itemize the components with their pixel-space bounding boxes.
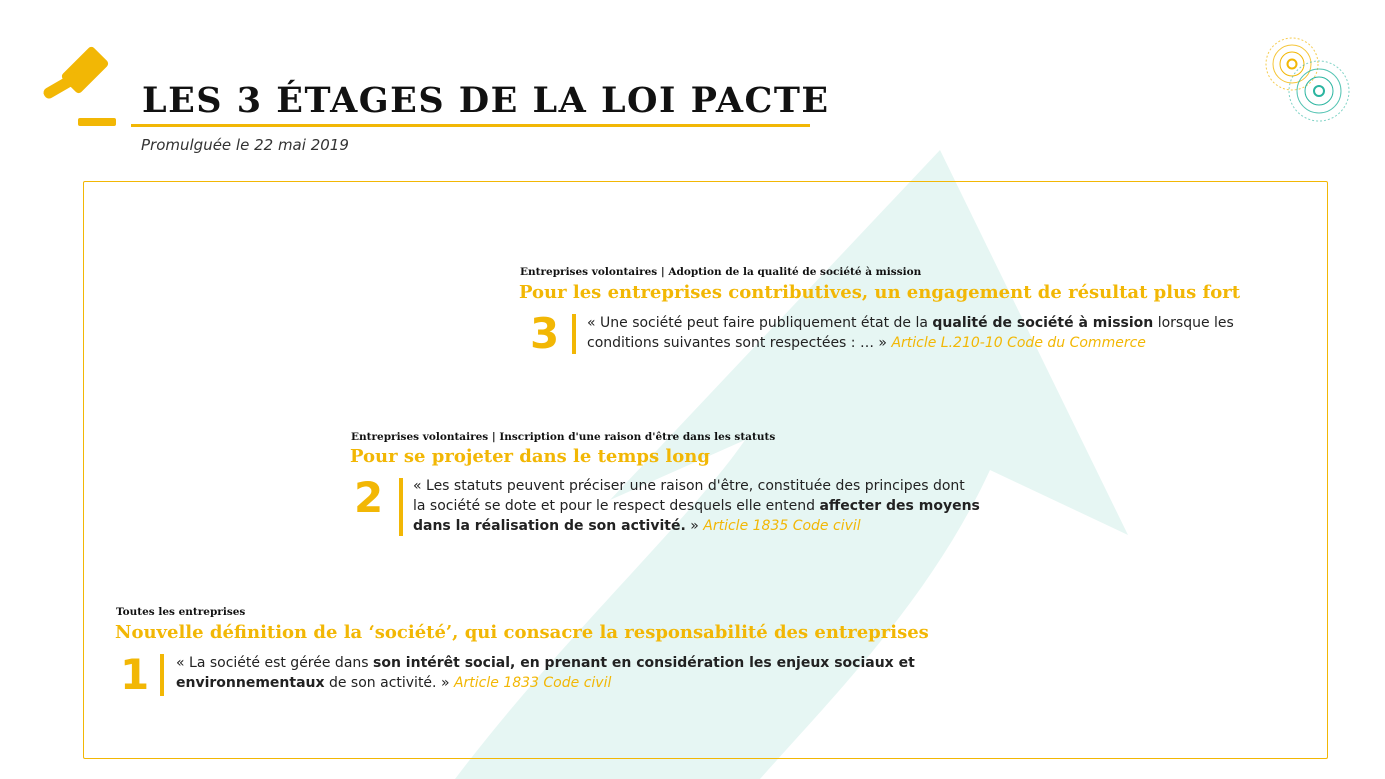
level-1-number: 1 bbox=[120, 650, 150, 699]
concentric-circles-icon bbox=[1262, 36, 1352, 124]
level-2-quote: « Les statuts peuvent préciser une raison d'être, constituée des principes dont la société se dote et pour le respect desquels elle entend affecter des moyens dans la réalisation de son activité. » Article 1835 Code civil bbox=[413, 478, 980, 534]
level-2-bar bbox=[399, 478, 403, 536]
title-underline bbox=[131, 124, 810, 127]
level-3-reference: Article L.210-10 Code du Commerce bbox=[891, 335, 1146, 351]
page-subtitle: Promulguée le 22 mai 2019 bbox=[141, 136, 349, 154]
level-3-number: 3 bbox=[530, 309, 560, 358]
page-title: LES 3 ÉTAGES DE LA LOI PACTE bbox=[142, 80, 830, 121]
level-1-bar bbox=[160, 654, 164, 696]
level-1-quote: « La société est gérée dans son intérêt social, en prenant en considération les enjeux sociaux et environnementaux de son activité. » Article 1833 Code civil bbox=[176, 655, 915, 691]
level-1-kicker: Toutes les entreprises bbox=[116, 606, 246, 618]
level-1-heading: Nouvelle définition de la ‘société’, qui consacre la responsabilité des entreprises bbox=[115, 622, 929, 643]
level-1-reference: Article 1833 Code civil bbox=[453, 675, 612, 691]
level-3-kicker: Entreprises volontaires | Adoption de la qualité de société à mission bbox=[520, 266, 922, 278]
level-2-number: 2 bbox=[354, 473, 384, 522]
gavel-icon bbox=[36, 46, 136, 136]
level-3-heading: Pour les entreprises contributives, un engagement de résultat plus fort bbox=[519, 282, 1241, 303]
level-2-kicker: Entreprises volontaires | Inscription d'une raison d'être dans les statuts bbox=[351, 431, 776, 443]
level-3-quote: « Une société peut faire publiquement état de la qualité de société à mission lorsque les conditions suivantes sont respectées : … » Article L.210-10 Code du Commerce bbox=[587, 315, 1234, 351]
level-2-heading: Pour se projeter dans le temps long bbox=[350, 446, 710, 467]
level-3-bar bbox=[572, 314, 576, 354]
level-2-reference: Article 1835 Code civil bbox=[703, 518, 861, 534]
